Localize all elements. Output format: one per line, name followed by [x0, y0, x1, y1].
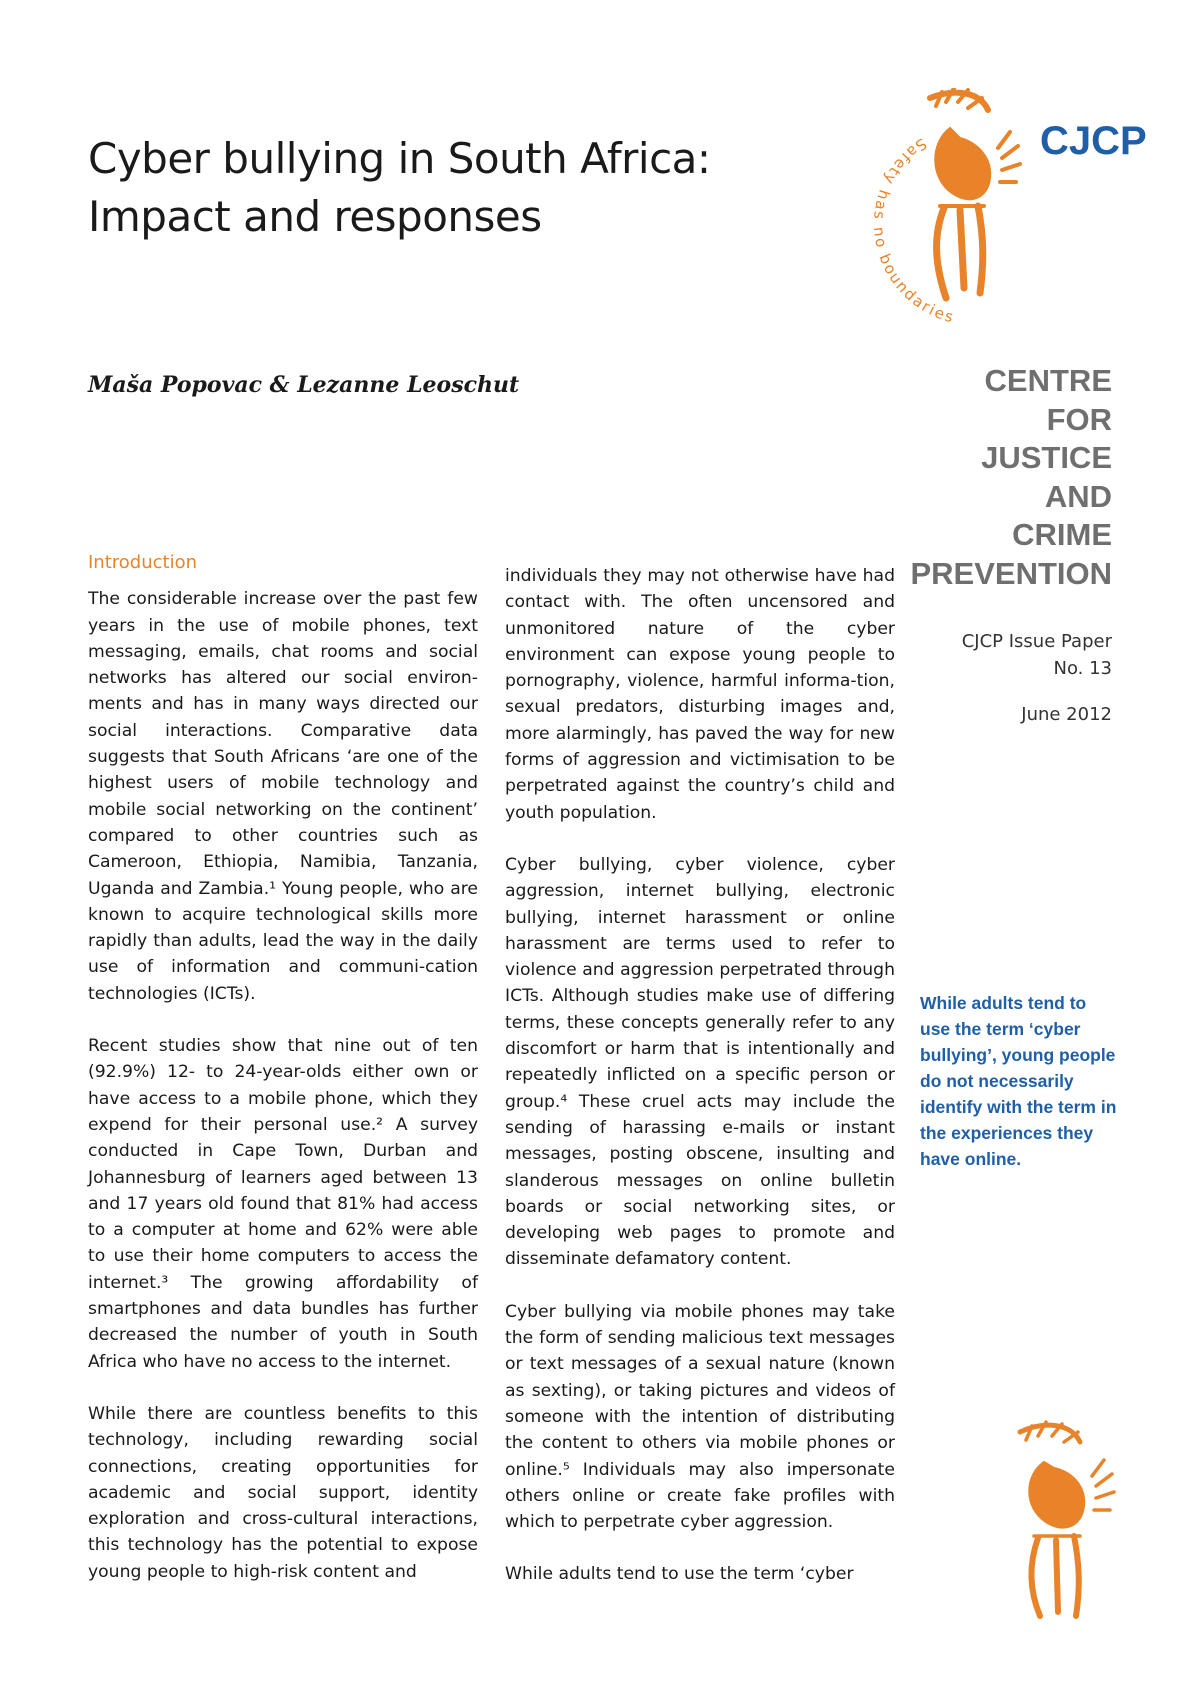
figure-logo-icon [1000, 1420, 1130, 1620]
logo-acronym: CJCP [1040, 119, 1147, 163]
title-line-1: Cyber bullying in South Africa: [88, 134, 711, 183]
org-line: AND [1044, 478, 1112, 514]
issue-series: CJCP Issue Paper [961, 631, 1112, 652]
organisation-name [852, 362, 1112, 593]
logo-tagline: Safety has no boundaries [869, 134, 958, 327]
org-line: CENTRE [984, 363, 1112, 398]
paragraph: While adults tend to use the term ‘cyber [505, 1564, 854, 1585]
issue-number: No. 13 [1053, 658, 1112, 679]
issue-date: June 2012 [1021, 704, 1112, 725]
org-line: FOR [1046, 401, 1112, 437]
paragraph: Cyber bullying, cyber violence, cyber aggression, internet bullying, electronic bullying, internet harassment or online harassment are terms used to refer to violence and aggression perpetrated through ICTs. Although studies make use of differing terms, these concepts generally refer to any discomfort or harm that is intentionally and repeatedly inflicted on a specific person or group.⁴ These cruel acts may include the sending of harassing e-mails or instant messages, posting obscene, insulting and slanderous messages on online bulletin boards or social networking sites, or developing web pages to promote and disseminate defamatory content. [505, 854, 895, 1270]
paragraph: individuals they may not otherwise have had contact with. The often uncensored and unmonitored nature of the cyber environment can expose young people to pornography, violence, harmful informa-tion, sexual predators, disturbing images and, more alarmingly, has paved the way for new forms of aggression and victimisation to be perpetrated against the country’s child and youth population. [505, 566, 895, 823]
org-line: JUSTICE [981, 440, 1112, 475]
section-heading: Introduction [88, 552, 198, 573]
pull-quote: While adults tend to use the term ‘cyber bullying’, young people do not necessarily identify with the term in the experiences they have online. [920, 993, 1117, 1169]
body-column-2 [505, 563, 895, 1614]
paragraph: Cyber bullying via mobile phones may take the form of sending malicious text messages or text messages of a sexual nature (known as sexting), or taking pictures and videos of someone with the intention of distributing the content to others via mobile phones or online.⁵ Individuals may also impersonate others online or create fake profiles with which to perpetrate cyber aggression. [505, 1301, 895, 1533]
authors: Maša Popovac & Lezanne Leoschut [88, 372, 520, 398]
paragraph: While there are countless benefits to this technology, including rewarding social connections, creating opportunities for academic and social support, identity exploration and cross-cultural interactions, this technology has the potential to expose young people to high-risk content and [88, 1403, 478, 1582]
paragraph: The considerable increase over the past few years in the use of mobile phones, text messaging, emails, chat rooms and social networks has altered our social environ-ments and has in many ways directed our social interactions. Comparative data suggests that South Africans ‘are one of the highest users of mobile technology and mobile social networking on the continent’ compared to other countries such as Cameroon, Ethiopia, Namibia, Tanzania, Uganda and Zambia.¹ Young people, who are known to acquire technological skills more rapidly than adults, lead the way in the daily use of information and communi-cation technologies (ICTs). [88, 589, 478, 1004]
org-line: PREVENTION [910, 555, 1112, 591]
org-line: CRIME [1012, 517, 1112, 552]
document-title [88, 130, 788, 246]
cjcp-logo [860, 88, 1190, 358]
body-column-1 [88, 550, 478, 1611]
title-line-2: Impact and responses [88, 192, 542, 241]
figure-icon [930, 88, 1020, 298]
paragraph: Recent studies show that nine out of ten (92.9%) 12- to 24-year-olds either own or have access to a mobile phone, which they expend for their personal use.² A survey conducted in Cape Town, Durban and Johannesburg of learners aged between 13 and 17 years old found that 81% had access to a computer at home and 62% were able to use their home computers to access the internet.³ The growing affordability of smartphones and data bundles has further decreased the number of youth in South Africa who have no access to the internet. [88, 1036, 478, 1372]
